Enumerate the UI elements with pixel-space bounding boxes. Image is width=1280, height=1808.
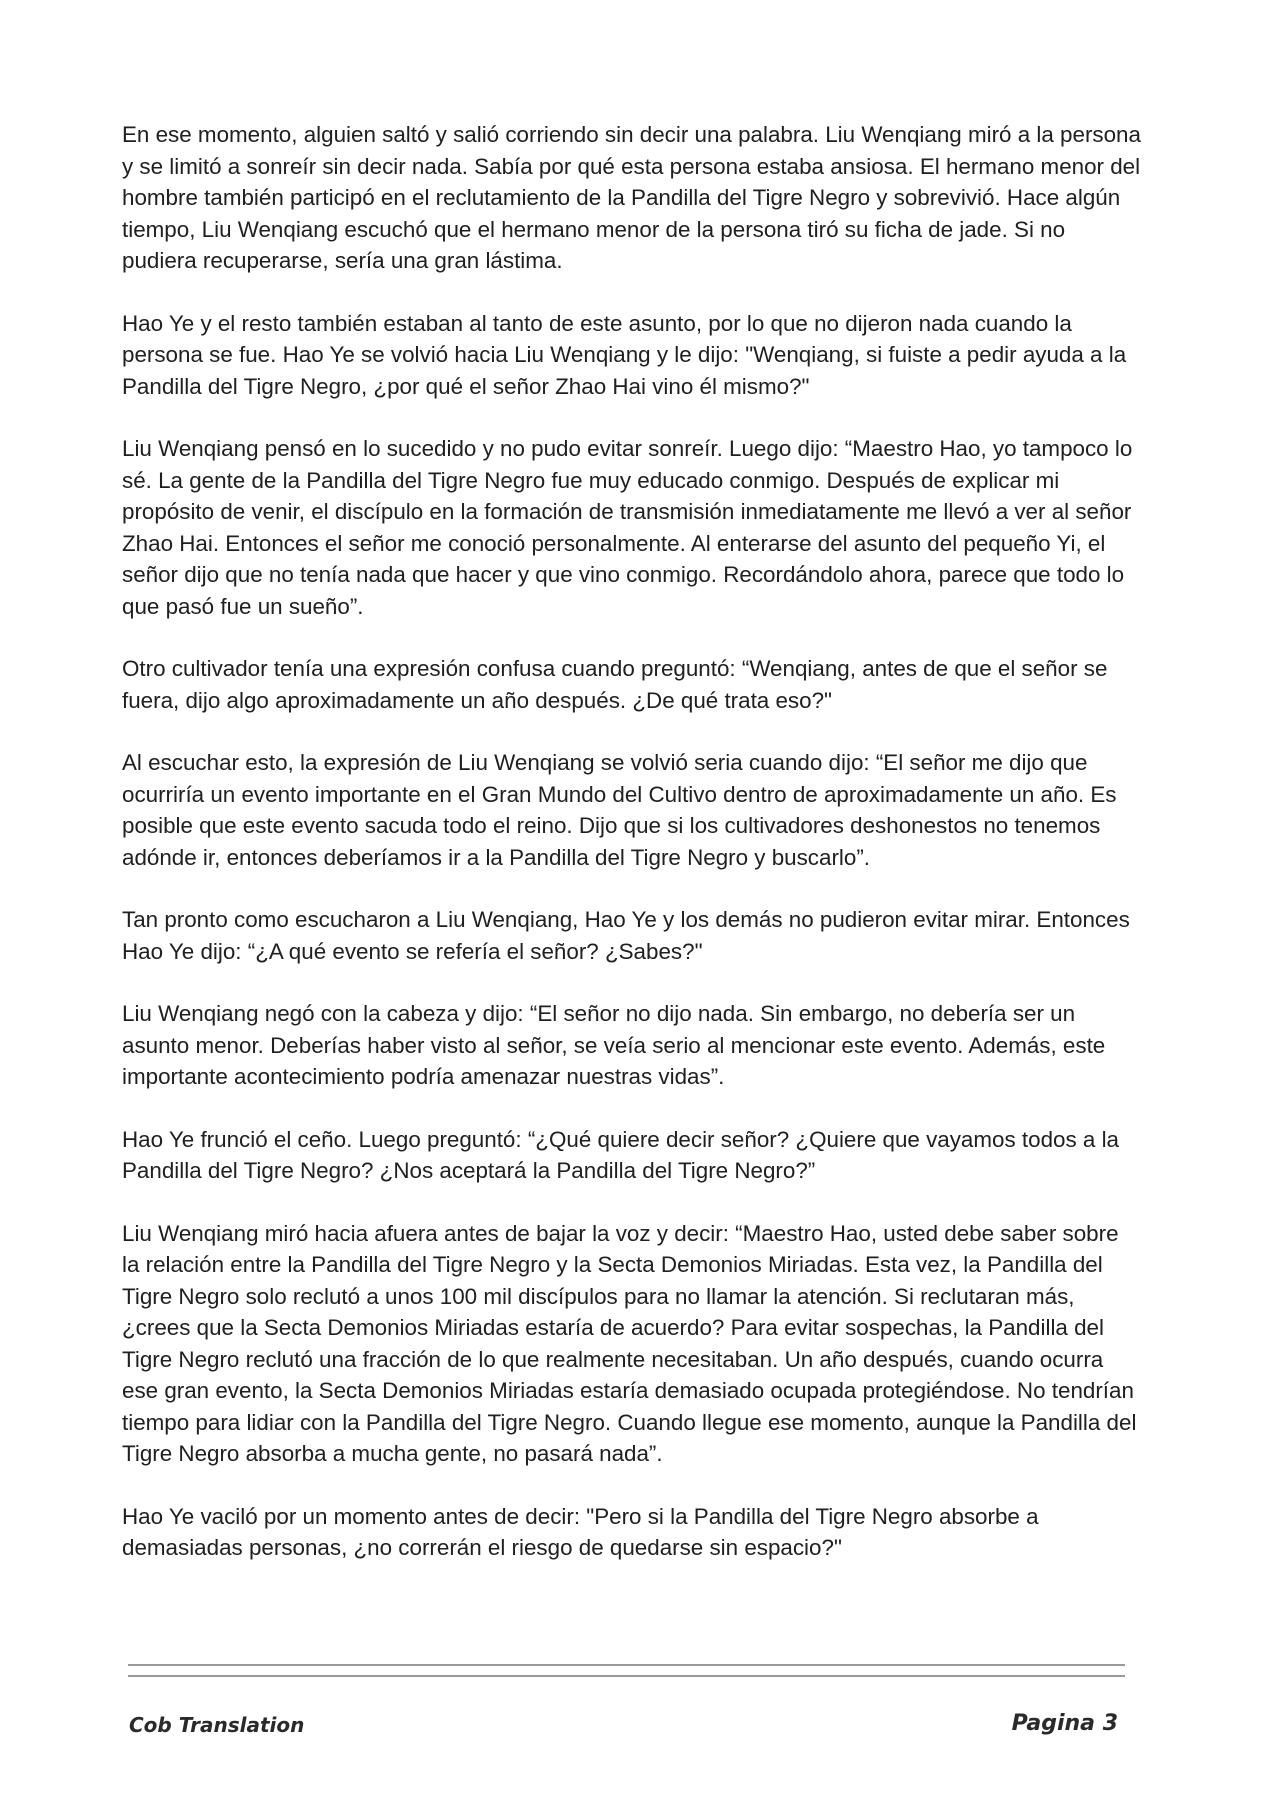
paragraph-6: Tan pronto como escucharon a Liu Wenqiang, Hao Ye y los demás no pudieron evitar mirar. Entonces Hao Ye dijo: “¿A qué evento se refería el señor? ¿Sabes?" bbox=[122, 907, 1130, 964]
paragraph-8: Hao Ye frunció el ceño. Luego preguntó: “¿Qué quiere decir señor? ¿Quiere que vayamos todos a la Pandilla del Tigre Negro? ¿Nos aceptará la Pandilla del Tigre Negro?” bbox=[122, 1126, 1119, 1183]
paragraph-7: Liu Wenqiang negó con la cabeza y dijo: “El señor no dijo nada. Sin embargo, no debería ser un asunto menor. Deberías haber visto al señor, se veía serio al mencionar este evento. Además, este importante acontecimiento podría amenazar nuestras vidas”. bbox=[122, 1001, 1106, 1089]
paragraph-9: Liu Wenqiang miró hacia afuera antes de bajar la voz y decir: “Maestro Hao, usted debe saber sobre la relación entre la Pandilla del Tigre Negro y la Secta Demonios Miriadas. Esta vez, la Pandilla del Tigre Negro solo reclutó a unos 100 mil discípulos para no llamar la atención. Si reclutaran más, ¿crees que la Secta Demonios Miriadas estaría de acuerdo? Para evitar sospechas, la Pandilla del Tigre Negro reclutó una fracción de lo que realmente necesitaban. Un año después, cuando ocurra ese gran evento, la Secta Demonios Miriadas estaría demasiado ocupada protegiéndose. No tendrían tiempo para lidiar con la Pandilla del Tigre Negro. Cuando llegue ese momento, aunque la Pandilla del Tigre Negro absorba a mucha gente, no pasará nada”. bbox=[122, 1220, 1137, 1466]
paragraph-10: Hao Ye vaciló por un momento antes de decir: "Pero si la Pandilla del Tigre Negro absorbe a demasiadas personas, ¿no correrán el riesgo de quedarse sin espacio?" bbox=[122, 1503, 1039, 1560]
footer-rule-bottom bbox=[128, 1675, 1125, 1677]
paragraph-5: Al escuchar esto, la expresión de Liu Wenqiang se volvió seria cuando dijo: “El señor me dijo que ocurriría un evento importante en el Gran Mundo del Cultivo dentro de aproximadamente un año. Es posible que este evento sacuda todo el reino. Dijo que si los cultivadores deshonestos no tenemos adónde ir, entonces deberíamos ir a la Pandilla del Tigre Negro y buscarlo”. bbox=[122, 750, 1117, 870]
paragraph-3: Liu Wenqiang pensó en lo sucedido y no pudo evitar sonreír. Luego dijo: “Maestro Hao, yo tampoco lo sé. La gente de la Pandilla del Tigre Negro fue muy educado conmigo. Después de explicar mi propósito de venir, el discípulo en la formación de transmisión inmediatamente me llevó a ver al señor Zhao Hai. Entonces el señor me conoció personalmente. Al enterarse del asunto del pequeño Yi, el señor dijo que no tenía nada que hacer y que vino conmigo. Recordándolo ahora, parece que todo lo que pasó fue un sueño”. bbox=[122, 436, 1133, 619]
paragraph-2: Hao Ye y el resto también estaban al tanto de este asunto, por lo que no dijeron nada cuando la persona se fue. Hao Ye se volvió hacia Liu Wenqiang y le dijo: "Wenqiang, si fuiste a pedir ayuda a la Pandilla del Tigre Negro, ¿por qué el señor Zhao Hai vino él mismo?" bbox=[122, 310, 1127, 399]
body-text bbox=[122, 119, 1142, 1595]
footer-rule-top bbox=[128, 1664, 1125, 1666]
footer-page-number: Pagina 3 bbox=[1011, 1711, 1118, 1736]
footer-translator-name: Cob Translation bbox=[129, 1713, 305, 1737]
paragraph-4: Otro cultivador tenía una expresión confusa cuando preguntó: “Wenqiang, antes de que el señor se fuera, dijo algo aproximadamente un año después. ¿De qué trata eso?" bbox=[122, 656, 1108, 713]
paragraph-1: En ese momento, alguien saltó y salió corriendo sin decir una palabra. Liu Wenqiang miró a la persona y se limitó a sonreír sin decir nada. Sabía por qué esta persona estaba ansiosa. El hermano menor del hombre también participó en el reclutamiento de la Pandilla del Tigre Negro y sobrevivió. Hace algún tiempo, Liu Wenqiang escuchó que el hermano menor de la persona tiró su ficha de jade. Si no pudiera recuperarse, sería una gran lástima. bbox=[122, 122, 1141, 273]
footer-divider bbox=[128, 1664, 1125, 1680]
